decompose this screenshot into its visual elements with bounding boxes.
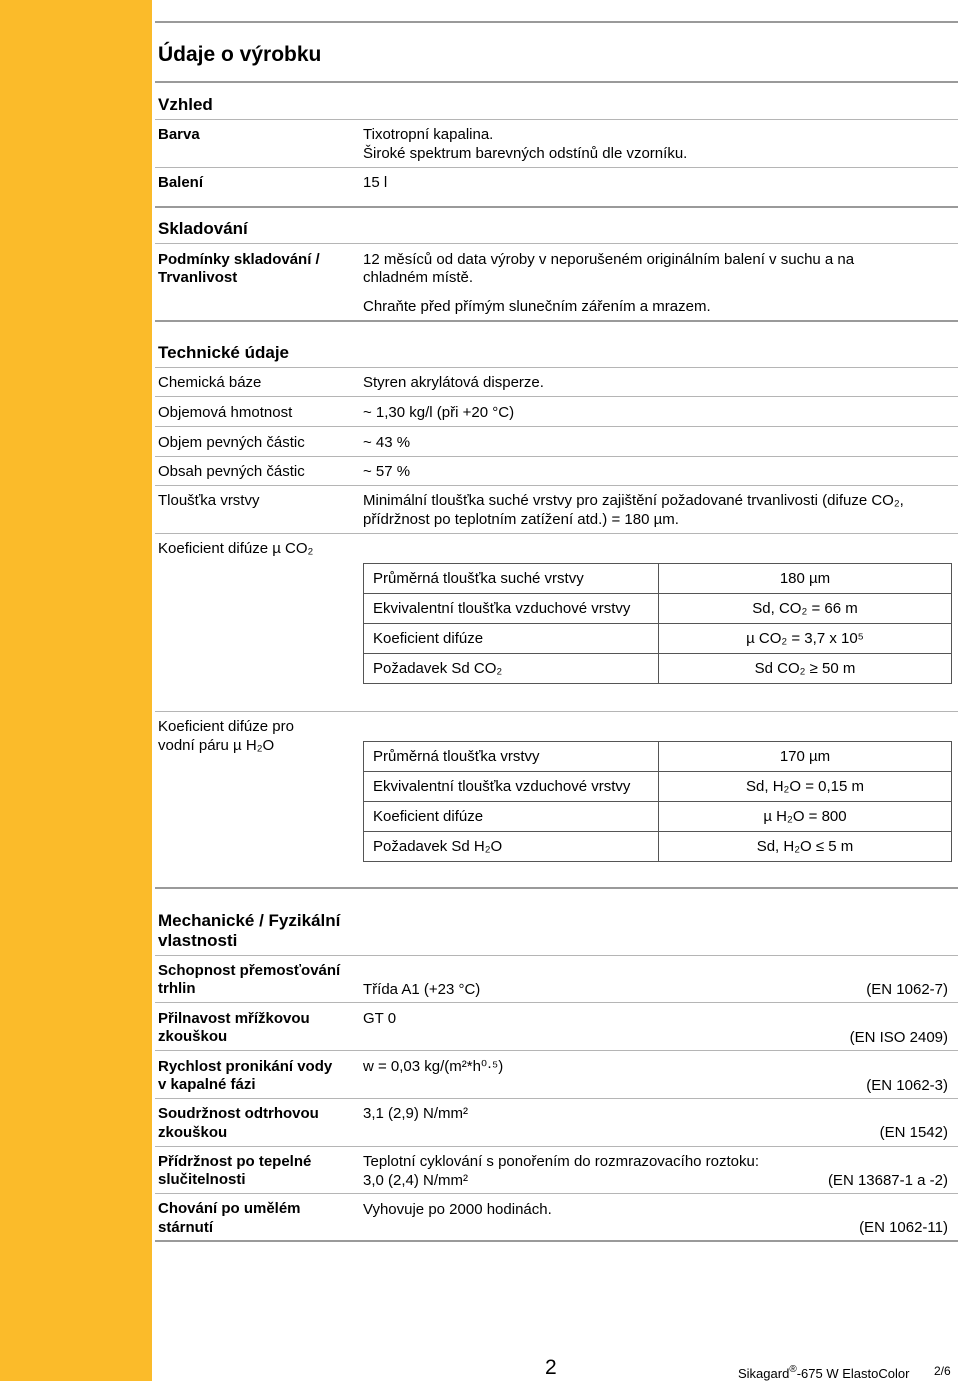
page-title: Údaje o výrobku: [158, 43, 322, 66]
divider: [155, 1002, 958, 1003]
table-cell-label: Koeficient difúze: [364, 802, 659, 832]
divider: [155, 21, 958, 23]
value-skladovani-line2: chladném místě.: [363, 269, 474, 286]
table-cell-label: Ekvivalentní tloušťka vzduchové vrstvy: [364, 772, 659, 802]
divider: [155, 320, 958, 322]
label-koeficient-h2o-line1: Koeficient difúze pro: [158, 718, 294, 735]
norm-soudrznost: (EN 1542): [879, 1124, 948, 1141]
label-baleni: Balení: [158, 174, 204, 191]
table-row: [364, 832, 952, 862]
table-cell-label: Průměrná tloušťka vrstvy: [364, 742, 659, 772]
value-chemicka-baze: Styren akrylátová disperze.: [363, 374, 544, 391]
divider: [155, 1098, 958, 1099]
section-heading-mechanicke-line1: Mechanické / Fyzikální: [158, 911, 341, 930]
label-prilnavost-line1: Přilnavost mřížkovou: [158, 1010, 310, 1027]
divider: [155, 206, 958, 208]
value-starnuti: Vyhovuje po 2000 hodinách.: [363, 1201, 552, 1218]
value-pridrznost-line1: Teplotní cyklování s ponořením do rozmrazovacího roztoku:: [363, 1153, 760, 1170]
table-cell-value: µ CO₂ = 3,7 x 10⁵: [659, 624, 952, 654]
norm-pridrznost: (EN 13687-1 a -2): [827, 1172, 948, 1189]
table-row: [364, 772, 952, 802]
value-objemova-hmotnost: ~ 1,30 kg/l (při +20 °C): [363, 404, 515, 421]
section-heading-mechanicke-line2: vlastnosti: [158, 931, 238, 950]
divider: [155, 887, 958, 889]
label-premostovani-line1: Schopnost přemosťování: [158, 962, 341, 979]
divider: [155, 955, 958, 956]
divider: [155, 711, 958, 712]
table-cell-label: Požadavek Sd H₂O: [364, 832, 659, 862]
value-barva-line2: Široké spektrum barevných odstínů dle vzorníku.: [363, 145, 688, 162]
divider: [155, 1146, 958, 1147]
value-barva-line1: Tixotropní kapalina.: [363, 126, 494, 143]
table-row: [364, 654, 952, 684]
label-starnuti-line1: Chování po umělém: [158, 1200, 301, 1217]
value-premostovani: Třída A1 (+23 °C): [363, 981, 481, 998]
divider: [155, 396, 958, 397]
table-cell-label: Průměrná tloušťka suché vrstvy: [364, 564, 659, 594]
divider: [155, 1193, 958, 1194]
divider: [155, 243, 958, 244]
divider: [155, 167, 958, 168]
h2o-table: [363, 741, 952, 862]
value-prilnavost: GT 0: [363, 1010, 397, 1027]
divider: [155, 81, 958, 83]
section-heading-vzhled: Vzhled: [158, 95, 213, 114]
divider: [155, 533, 958, 534]
norm-premostovani: (EN 1062-7): [866, 981, 948, 998]
table-cell-label: Koeficient difúze: [364, 624, 659, 654]
table-row: [364, 624, 952, 654]
value-skladovani-line3: Chraňte před přímým slunečním zářením a mrazem.: [363, 298, 711, 315]
value-obsah-pevnych: ~ 57 %: [363, 463, 411, 480]
divider: [155, 367, 958, 368]
footer-product-reg: ®: [789, 1364, 797, 1375]
co2-table: [363, 563, 952, 684]
divider: [155, 119, 958, 120]
norm-rychlost: (EN 1062-3): [866, 1077, 948, 1094]
value-skladovani-line1: 12 měsíců od data výroby v neporušeném originálním balení v suchu a na: [363, 251, 855, 268]
label-starnuti-line2: stárnutí: [158, 1219, 214, 1236]
table-cell-value: 170 µm: [659, 742, 952, 772]
table-row: [364, 564, 952, 594]
label-objemova-hmotnost: Objemová hmotnost: [158, 404, 293, 421]
table-cell-value: 180 µm: [659, 564, 952, 594]
label-tloustka-vrstvy: Tloušťka vrstvy: [158, 492, 260, 509]
table-cell-value: Sd CO₂ ≥ 50 m: [659, 654, 952, 684]
label-skladovani-line2: Trvanlivost: [158, 269, 238, 286]
table-cell-value: Sd, CO₂ = 66 m: [659, 594, 952, 624]
norm-prilnavost: (EN ISO 2409): [849, 1029, 948, 1046]
table-cell-label: Požadavek Sd CO₂: [364, 654, 659, 684]
footer-page-of: 2/6: [934, 1364, 951, 1378]
label-rychlost-line1: Rychlost pronikání vody: [158, 1058, 333, 1075]
label-rychlost-line2: v kapalné fázi: [158, 1076, 256, 1093]
label-objem-pevnych: Objem pevných částic: [158, 434, 305, 451]
section-heading-skladovani: Skladování: [158, 219, 248, 238]
table-cell-value: µ H₂O = 800: [659, 802, 952, 832]
divider: [155, 485, 958, 486]
footer-product: [738, 1366, 909, 1381]
table-cell-value: Sd, H₂O ≤ 5 m: [659, 832, 952, 862]
value-objem-pevnych: ~ 43 %: [363, 434, 411, 451]
label-skladovani-line1: Podmínky skladování /: [158, 251, 320, 268]
table-row: [364, 742, 952, 772]
value-baleni: 15 l: [363, 174, 388, 191]
label-koeficient-h2o-line2: vodní páru µ H₂O: [158, 737, 275, 754]
label-obsah-pevnych: Obsah pevných částic: [158, 463, 305, 480]
divider: [155, 1050, 958, 1051]
section-heading-technicke: Technické údaje: [158, 343, 290, 362]
divider: [155, 456, 958, 457]
label-premostovani-line2: trhlin: [158, 980, 196, 997]
norm-starnuti: (EN 1062-11): [859, 1219, 948, 1236]
value-tloustka-line1: Minimální tloušťka suché vrstvy pro zajištění požadované trvanlivosti (difuze CO₂,: [363, 492, 904, 509]
table-row: [364, 802, 952, 832]
label-koeficient-co2: Koeficient difúze µ CO₂: [158, 540, 314, 557]
label-soudrznost-line1: Soudržnost odtrhovou: [158, 1105, 319, 1122]
label-soudrznost-line2: zkouškou: [158, 1124, 228, 1141]
label-pridrznost-line2: slučitelnosti: [158, 1171, 246, 1188]
footer-product-suffix: -675 W ElastoColor: [796, 1366, 910, 1381]
label-barva: Barva: [158, 126, 200, 143]
label-prilnavost-line2: zkouškou: [158, 1028, 228, 1045]
table-cell-value: Sd, H₂O = 0,15 m: [659, 772, 952, 802]
value-rychlost: w = 0,03 kg/(m²*h⁰·⁵): [363, 1058, 504, 1075]
divider: [155, 1240, 958, 1242]
value-pridrznost-line2: 3,0 (2,4) N/mm²: [363, 1172, 469, 1189]
label-chemicka-baze: Chemická báze: [158, 374, 262, 391]
table-cell-label: Ekvivalentní tloušťka vzduchové vrstvy: [364, 594, 659, 624]
divider: [155, 426, 958, 427]
table-row: [364, 594, 952, 624]
value-tloustka-line2: přídržnost po teplotním zatížení atd.) = 180 µm.: [363, 511, 679, 528]
footer-product-prefix: Sikagard: [738, 1366, 790, 1381]
footer-page-number: 2: [545, 1356, 557, 1379]
label-pridrznost-line1: Přídržnost po tepelné: [158, 1153, 312, 1170]
value-soudrznost: 3,1 (2,9) N/mm²: [363, 1105, 469, 1122]
